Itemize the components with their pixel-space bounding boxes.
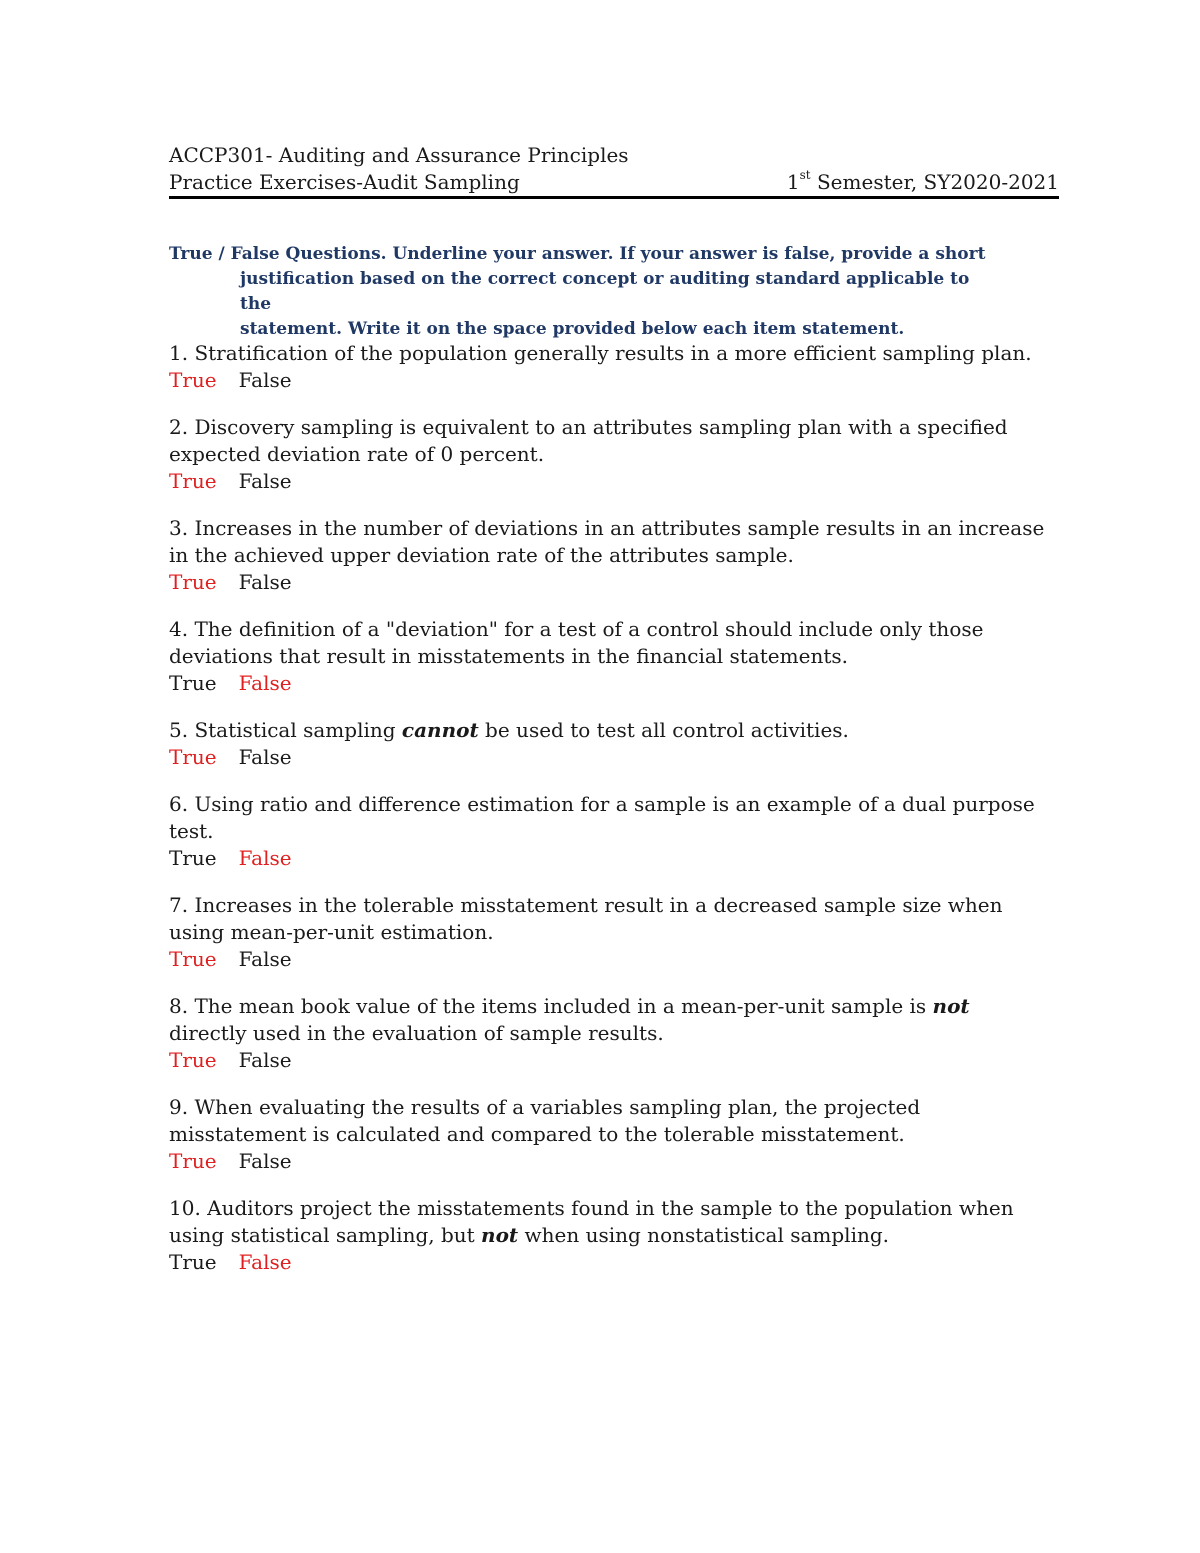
answer-false-option[interactable]: False (238, 1149, 292, 1173)
question-text (169, 616, 1049, 670)
semester-text: Semester, SY2020-2021 (810, 170, 1059, 194)
question-text (169, 993, 1049, 1047)
answer-false-option[interactable]: False (238, 745, 292, 769)
question-text-end: be used to test all control activities. (478, 718, 849, 742)
answer-options (169, 468, 1049, 495)
course-title: ACCP301- Auditing and Assurance Principles (169, 143, 629, 167)
answer-true-option[interactable]: True (169, 1048, 217, 1072)
header-divider (169, 196, 1059, 199)
semester-ordinal: st (799, 168, 811, 183)
question-text-start: 5. Statistical sampling (169, 718, 402, 742)
question-item (169, 340, 1049, 394)
answer-true-option[interactable]: True (169, 846, 217, 870)
semester-label (787, 169, 1059, 196)
answer-true-option[interactable]: True (169, 745, 217, 769)
question-text (169, 414, 1049, 468)
answer-false-option[interactable]: False (238, 947, 292, 971)
instructions-line-3: statement. Write it on the space provided below each item statement. (240, 319, 905, 339)
answer-options (169, 670, 1049, 697)
question-item (169, 515, 1049, 596)
question-list (169, 340, 1049, 1296)
answer-true-option[interactable]: True (169, 570, 217, 594)
question-text-start: 9. When evaluating the results of a variables sampling plan, the projected misstatement is calculated and compared to the tolerable misstatement. (169, 1095, 921, 1146)
answer-false-option[interactable]: False (238, 846, 292, 870)
question-text-start: 6. Using ratio and difference estimation for a sample is an example of a dual purpose test. (169, 792, 1035, 843)
instructions-line-2: justification based on the correct concept or auditing standard applicable to the (240, 269, 970, 314)
answer-false-option[interactable]: False (238, 570, 292, 594)
question-emphasis: not (932, 994, 970, 1018)
question-text-start: 2. Discovery sampling is equivalent to an attributes sampling plan with a specified expected deviation rate of 0 percent. (169, 415, 1008, 466)
answer-options (169, 1047, 1049, 1074)
header-row (169, 169, 1059, 196)
instructions-line-1: True / False Questions. Underline your answer. If your answer is false, provide a short (169, 244, 986, 264)
answer-options (169, 1249, 1049, 1276)
question-text (169, 791, 1049, 845)
answer-true-option[interactable]: True (169, 469, 217, 493)
answer-true-option[interactable]: True (169, 947, 217, 971)
answer-true-option[interactable]: True (169, 671, 217, 695)
answer-options (169, 845, 1049, 872)
question-item (169, 892, 1049, 973)
exercise-subtitle: Practice Exercises-Audit Sampling (169, 170, 520, 194)
question-emphasis: not (481, 1223, 519, 1247)
question-text (169, 340, 1049, 367)
question-text (169, 1094, 1049, 1148)
question-item (169, 791, 1049, 872)
answer-options (169, 569, 1049, 596)
answer-false-option[interactable]: False (238, 368, 292, 392)
answer-options (169, 744, 1049, 771)
question-item (169, 1195, 1049, 1276)
answer-false-option[interactable]: False (238, 1048, 292, 1072)
document-header (169, 142, 1059, 196)
question-emphasis: cannot (401, 718, 479, 742)
question-item (169, 717, 1049, 771)
question-item (169, 1094, 1049, 1175)
question-text-start: 8. The mean book value of the items included in a mean-per-unit sample is (169, 994, 933, 1018)
answer-false-option[interactable]: False (238, 1250, 292, 1274)
question-item (169, 993, 1049, 1074)
answer-true-option[interactable]: True (169, 368, 217, 392)
question-text-start: 4. The definition of a "deviation" for a test of a control should include only those deviations that result in misstatements in the financial statements. (169, 617, 984, 668)
instructions (169, 242, 989, 342)
question-text-start: 7. Increases in the tolerable misstatement result in a decreased sample size when using mean-per-unit estimation. (169, 893, 1003, 944)
question-item (169, 414, 1049, 495)
question-text-end: directly used in the evaluation of sample results. (169, 1021, 664, 1045)
answer-false-option[interactable]: False (238, 671, 292, 695)
question-text (169, 717, 1049, 744)
question-text-start: 1. Stratification of the population generally results in a more efficient sampling plan. (169, 341, 1032, 365)
question-text (169, 892, 1049, 946)
answer-options (169, 946, 1049, 973)
answer-false-option[interactable]: False (238, 469, 292, 493)
question-text (169, 515, 1049, 569)
question-text-start: 10. Auditors project the misstatements found in the sample to the population when using statistical sampling, but (169, 1196, 1014, 1247)
question-text-end: when using nonstatistical sampling. (518, 1223, 890, 1247)
answer-options (169, 1148, 1049, 1175)
answer-true-option[interactable]: True (169, 1250, 217, 1274)
question-item (169, 616, 1049, 697)
answer-true-option[interactable]: True (169, 1149, 217, 1173)
question-text-start: 3. Increases in the number of deviations in an attributes sample results in an increase in the achieved upper deviation rate of the attributes sample. (169, 516, 1045, 567)
semester-number: 1 (786, 170, 800, 194)
question-text (169, 1195, 1049, 1249)
answer-options (169, 367, 1049, 394)
